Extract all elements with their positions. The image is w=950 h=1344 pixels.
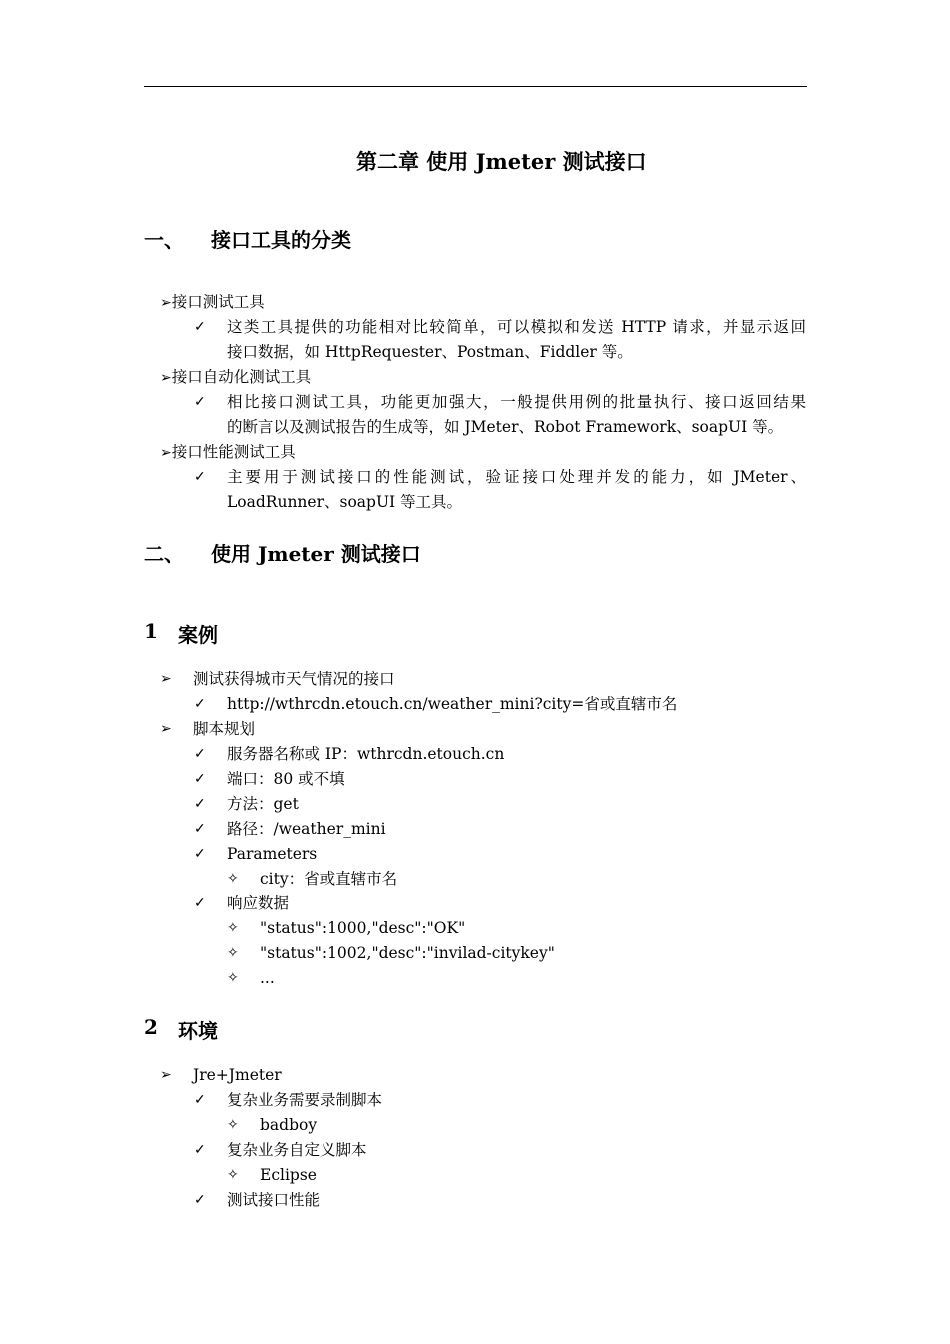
arrow-bullet-icon: ➢ bbox=[160, 445, 172, 461]
list-item-label: "status":1002,"desc":"invilad-citykey" bbox=[260, 944, 555, 962]
paragraph-line: 的断言以及测试报告的生成等，如 JMeter、Robot Framework、soapUI 等。 bbox=[227, 418, 784, 436]
header-rule bbox=[144, 86, 807, 87]
check-bullet-icon: ✓ bbox=[194, 821, 206, 837]
url-text: http://wthrcdn.etouch.cn/weather_mini?city=省或直辖市名 bbox=[227, 695, 678, 713]
list-item-label: 脚本规划 bbox=[193, 720, 256, 738]
check-bullet-icon: ✓ bbox=[194, 895, 206, 911]
section-title: 接口工具的分类 bbox=[211, 228, 351, 252]
subsection-title: 环境 bbox=[178, 1019, 218, 1043]
list-item-label: "status":1000,"desc":"OK" bbox=[260, 919, 466, 937]
section-title: 使用 Jmeter 测试接口 bbox=[211, 542, 421, 566]
arrow-bullet-icon: ➢ bbox=[160, 721, 172, 737]
list-item bbox=[160, 440, 296, 466]
list-item-label: 服务器名称或 IP：wthrcdn.etouch.cn bbox=[227, 745, 505, 763]
check-bullet-icon: ✓ bbox=[194, 746, 206, 762]
check-bullet-icon: ✓ bbox=[194, 846, 206, 862]
diamond-bullet-icon: ✧ bbox=[227, 920, 239, 936]
diamond-bullet-icon: ✧ bbox=[227, 1117, 239, 1133]
list-item-label: 复杂业务需要录制脚本 bbox=[227, 1091, 383, 1109]
arrow-bullet-icon: ➢ bbox=[160, 1067, 172, 1083]
list-item-label: 响应数据 bbox=[227, 894, 290, 912]
list-item-label: 测试接口性能 bbox=[227, 1191, 321, 1209]
list-item bbox=[160, 365, 311, 391]
check-bullet-icon: ✓ bbox=[194, 771, 206, 787]
subsection-number: 2 bbox=[144, 1015, 158, 1039]
list-item-label: 接口自动化测试工具 bbox=[171, 368, 312, 386]
section-number: 二、 bbox=[144, 542, 184, 566]
check-bullet-icon: ✓ bbox=[194, 1142, 206, 1158]
subsection-title: 案例 bbox=[178, 623, 218, 647]
check-bullet-icon: ✓ bbox=[194, 1092, 206, 1108]
paragraph-line: 接口数据，如 HttpRequester、Postman、Fiddler 等。 bbox=[227, 343, 633, 361]
check-bullet-icon: ✓ bbox=[194, 469, 206, 485]
arrow-bullet-icon: ➢ bbox=[160, 295, 172, 311]
list-item-label: 端口：80 或不填 bbox=[227, 770, 345, 788]
check-bullet-icon: ✓ bbox=[194, 319, 206, 335]
list-item-label: 路径：/weather_mini bbox=[227, 820, 386, 838]
chapter-title: 第二章 使用 Jmeter 测试接口 bbox=[356, 149, 647, 174]
paragraph-line: 相比接口测试工具，功能更加强大，一般提供用例的批量执行、接口返回结果 bbox=[227, 393, 806, 411]
diamond-bullet-icon: ✧ bbox=[227, 945, 239, 961]
arrow-bullet-icon: ➢ bbox=[160, 671, 172, 687]
list-item-label: Eclipse bbox=[260, 1166, 317, 1184]
list-item bbox=[160, 290, 265, 316]
check-bullet-icon: ✓ bbox=[194, 696, 206, 712]
check-bullet-icon: ✓ bbox=[194, 394, 206, 410]
paragraph-line: LoadRunner、soapUI 等工具。 bbox=[227, 493, 463, 511]
list-item-label: 接口性能测试工具 bbox=[171, 443, 296, 461]
paragraph-line: 主要用于测试接口的性能测试，验证接口处理并发的能力，如 JMeter、 bbox=[227, 468, 806, 486]
check-bullet-icon: ✓ bbox=[194, 796, 206, 812]
diamond-bullet-icon: ✧ bbox=[227, 871, 239, 887]
list-item-label: Jre+Jmeter bbox=[193, 1066, 282, 1084]
check-bullet-icon: ✓ bbox=[194, 1192, 206, 1208]
list-item-label: Parameters bbox=[227, 845, 318, 863]
list-item-label: city：省或直辖市名 bbox=[260, 870, 398, 888]
diamond-bullet-icon: ✧ bbox=[227, 1167, 239, 1183]
arrow-bullet-icon: ➢ bbox=[160, 370, 172, 386]
diamond-bullet-icon: ✧ bbox=[227, 970, 239, 986]
list-item-label: 方法：get bbox=[227, 795, 299, 813]
section-number: 一、 bbox=[144, 228, 184, 252]
paragraph-line: 这类工具提供的功能相对比较简单，可以模拟和发送 HTTP 请求，并显示返回 bbox=[227, 318, 806, 336]
list-item-label: badboy bbox=[260, 1116, 318, 1134]
list-item-label: 测试获得城市天气情况的接口 bbox=[193, 670, 395, 688]
subsection-number: 1 bbox=[144, 619, 158, 643]
list-item-label: 复杂业务自定义脚本 bbox=[227, 1141, 367, 1159]
list-item-label: ... bbox=[260, 969, 275, 987]
list-item-label: 接口测试工具 bbox=[171, 293, 265, 311]
